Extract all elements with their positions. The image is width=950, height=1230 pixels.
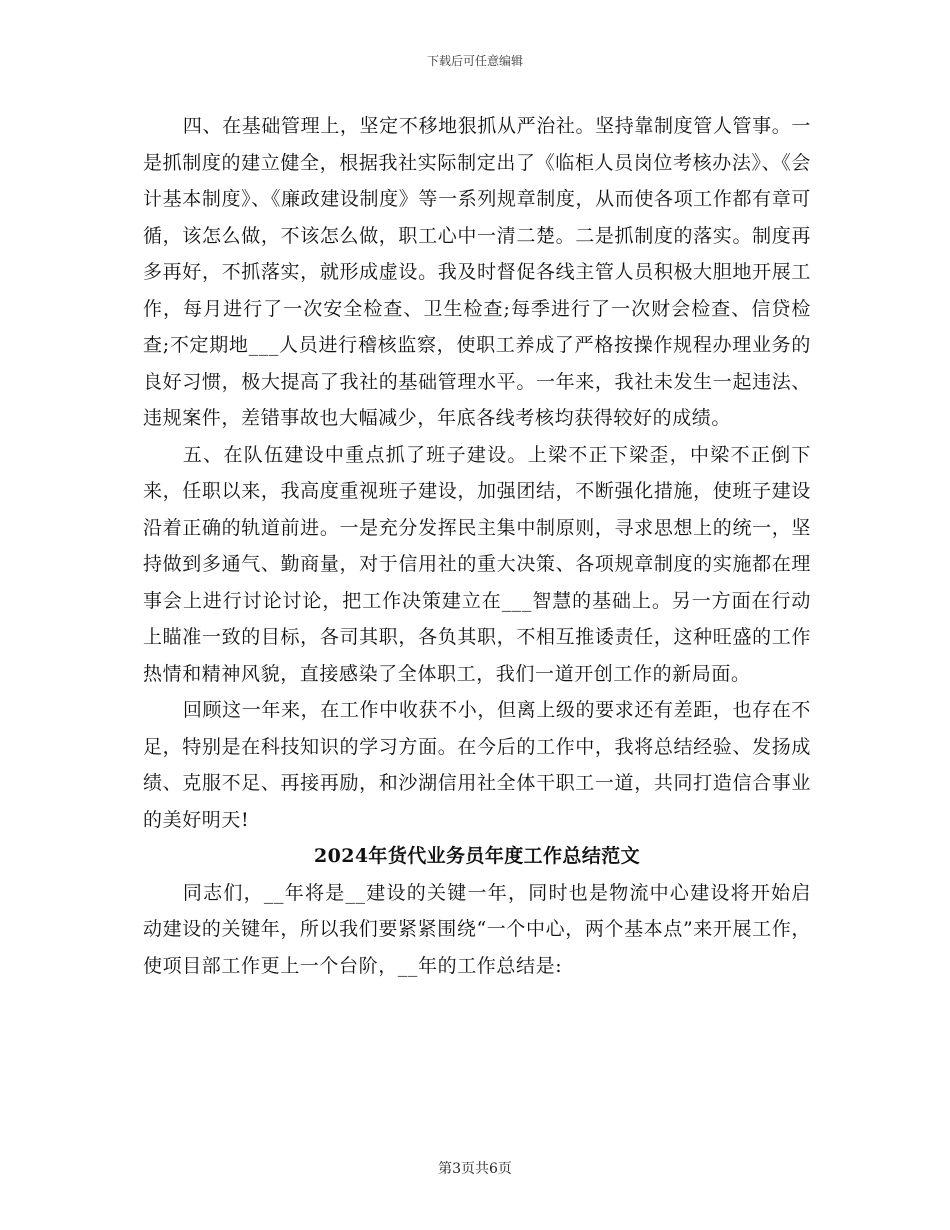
page-number: 第3页共6页 (438, 1161, 512, 1177)
section-title: 2024年货代业务员年度工作总结范文 (313, 845, 641, 867)
page-header-note: 下载后可任意编辑 (426, 54, 523, 68)
document-body (143, 108, 811, 984)
paragraph-team-building: 五、在队伍建设中重点抓了班子建设。上梁不正下梁歪，中梁不正倒下来，任职以来，我高度重视班子建设，加强团结，不断强化措施，使班子建设沿着正确的轨道前进。一是充分发挥民主集中制原则，寻求思想上的统一，坚持做到多通气、勤商量，对于信用社的重大决策、各项规章制度的实施都在理事会上进行讨论讨论，把工作决策建立在___智慧的基础上。另一方面在行动上瞄准一致的目标，各司其职，各负其职，不相互推诿责任，这种旺盛的工作热情和精神风貌，直接感染了全体职工，我们一道开创工作的新局面。 (143, 443, 811, 685)
paragraph-basic-management: 四、在基础管理上，坚定不移地狠抓从严治社。坚持靠制度管人管事。一是抓制度的建立健全，根据我社实际制定出了《临柜人员岗位考核办法》、《会计基本制度》、《廉政建设制度》等一系列规章制度，从而使各项工作都有章可循，该怎么做，不该怎么做，职工心中一清二楚。二是抓制度的落实。制度再多再好，不抓落实，就形成虚设。我及时督促各线主管人员积极大胆地开展工作，每月进行了一次安全检查、卫生检查;每季进行了一次财会检查、信贷检查;不定期地___人员进行稽核监察，使职工养成了严格按操作规程办理业务的良好习惯，极大提高了我社的基础管理水平。一年来，我社未发生一起违法、违规案件，差错事故也大幅减少，年底各线考核均获得较好的成绩。 (143, 115, 811, 429)
paragraph-section-intro: 同志们，__年将是__建设的关键一年，同时也是物流中心建设将开始启动建设的关键年，所以我们要紧紧围绕“一个中心，两个基本点”来开展工作，使项目部工作更上一个台阶，__年的工作总结是: (143, 881, 811, 977)
paragraph-review: 回顾这一年来，在工作中收获不小，但离上级的要求还有差距，也存在不足，特别是在科技知识的学习方面。在今后的工作中，我将总结经验、发扬成绩、克服不足、再接再励，和沙湖信用社全体干职工一道，共同打造信合事业的美好明天! (143, 699, 811, 831)
